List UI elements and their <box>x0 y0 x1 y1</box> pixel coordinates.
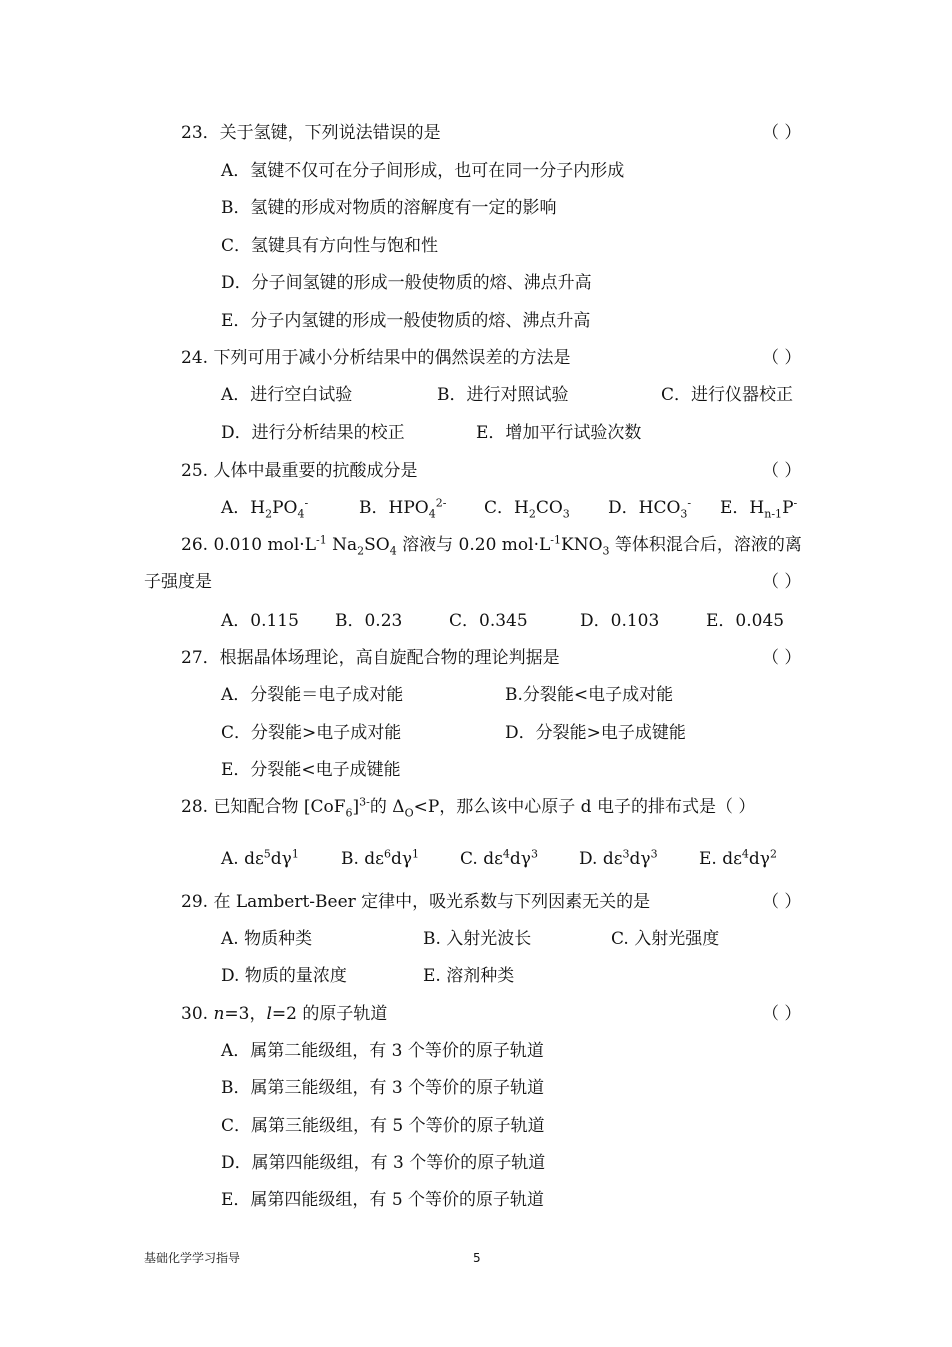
q23-option-c: C．氢键具有方向性与饱和性 <box>221 236 439 256</box>
q24-option-c: C．进行仪器校正 <box>661 385 794 405</box>
q25-option-c: C．$H_2CO_3$ <box>484 498 570 521</box>
q26-option-d: D．0.103 <box>580 611 660 631</box>
q25-answer-bracket: （ ） <box>762 461 802 481</box>
q28-stem: 28. 已知配合物 $[CoF_6]^{3-}$的 $\Delta_O<P$，那么该中心原子 d 电子的排布式是（ ） <box>181 795 756 820</box>
footer-page-number: 5 <box>473 1251 481 1265</box>
q29-stem: 29. 在 Lambert-Beer 定律中，吸光系数与下列因素无关的是 <box>181 892 651 912</box>
q30-option-e: E．属第四能级组，有 5 个等价的原子轨道 <box>221 1190 545 1210</box>
q26-stem: 26. 0.010 $mol\cdot L^{-1}$ $Na_2SO_4$ 溶液与 0.20 $mol\cdot L^{-1}KNO_3$ 等体积混合后，溶液的离 <box>181 533 802 558</box>
q23-option-e: E．分子内氢键的形成一般使物质的熔、沸点升高 <box>221 311 591 331</box>
q24-option-e: E．增加平行试验次数 <box>476 423 642 443</box>
q29-option-d: D. 物质的量浓度 <box>221 966 347 986</box>
q28-option-d: D. $d\varepsilon^3d\gamma^3$ <box>579 847 658 869</box>
q30-option-c: C．属第三能级组，有 5 个等价的原子轨道 <box>221 1116 545 1136</box>
q27-answer-bracket: （ ） <box>762 648 802 668</box>
q24-option-b: B．进行对照试验 <box>437 385 569 405</box>
q27-stem: 27．根据晶体场理论，高自旋配合物的理论判据是 <box>181 648 560 668</box>
q25-option-e: E．$H_{n-1}P^-$ <box>720 496 798 521</box>
q26-stem-continued: 子强度是 <box>144 572 212 592</box>
q24-option-a: A．进行空白试验 <box>221 385 353 405</box>
q27-option-c: C．分裂能>电子成对能 <box>221 723 402 743</box>
q28-option-c: C. $d\varepsilon^4d\gamma^3$ <box>460 847 538 869</box>
q26-option-c: C．0.345 <box>449 611 528 631</box>
q23-option-a: A．氢键不仅可在分子间形成，也可在同一分子内形成 <box>221 161 625 181</box>
q29-option-e: E. 溶剂种类 <box>423 966 515 986</box>
q27-option-e: E．分裂能<电子成键能 <box>221 760 401 780</box>
q28-option-b: B. $d\varepsilon^6d\gamma^1$ <box>341 847 420 869</box>
q26-option-b: B．0.23 <box>335 611 403 631</box>
q29-option-b: B. 入射光波长 <box>423 929 532 949</box>
q23-answer-bracket: （ ） <box>762 123 802 143</box>
q24-stem: 24. 下列可用于减小分析结果中的偶然误差的方法是 <box>181 348 571 368</box>
q23-option-b: B．氢键的形成对物质的溶解度有一定的影响 <box>221 198 557 218</box>
q24-option-d: D．进行分析结果的校正 <box>221 423 405 443</box>
q28-option-a: A. $d\varepsilon^5d\gamma^1$ <box>221 847 299 869</box>
q30-stem: 30. n=3，l=2 的原子轨道 <box>181 1004 388 1024</box>
q27-option-b: B.分裂能<电子成对能 <box>505 685 674 705</box>
footer-book-title: 基础化学学习指导 <box>144 1251 241 1265</box>
q26-answer-bracket: （ ） <box>762 572 802 592</box>
q30-option-a: A．属第二能级组，有 3 个等价的原子轨道 <box>221 1041 544 1061</box>
q27-option-d: D．分裂能>电子成键能 <box>505 723 686 743</box>
q30-option-d: D．属第四能级组，有 3 个等价的原子轨道 <box>221 1153 546 1173</box>
q29-option-a: A. 物质种类 <box>221 929 313 949</box>
q30-option-b: B．属第三能级组，有 3 个等价的原子轨道 <box>221 1078 545 1098</box>
q30-answer-bracket: （ ） <box>762 1004 802 1024</box>
q23-option-d: D．分子间氢键的形成一般使物质的熔、沸点升高 <box>221 273 592 293</box>
q25-option-d: D．$HCO_3^-$ <box>608 496 692 521</box>
q25-stem: 25. 人体中最重要的抗酸成分是 <box>181 461 418 481</box>
q29-answer-bracket: （ ） <box>762 892 802 912</box>
q28-option-e: E. $d\varepsilon^4d\gamma^2$ <box>699 847 777 869</box>
q25-option-a: A．$H_2PO_4^-$ <box>221 496 309 521</box>
q23-stem: 23．关于氢键，下列说法错误的是 <box>181 123 441 143</box>
q26-option-a: A．0.115 <box>221 611 299 631</box>
q24-answer-bracket: （ ） <box>762 348 802 368</box>
q25-option-b: B．$HPO_4^{2-}$ <box>359 496 447 521</box>
q26-option-e: E．0.045 <box>706 611 785 631</box>
q27-option-a: A．分裂能＝电子成对能 <box>221 685 404 705</box>
q29-option-c: C. 入射光强度 <box>611 929 720 949</box>
